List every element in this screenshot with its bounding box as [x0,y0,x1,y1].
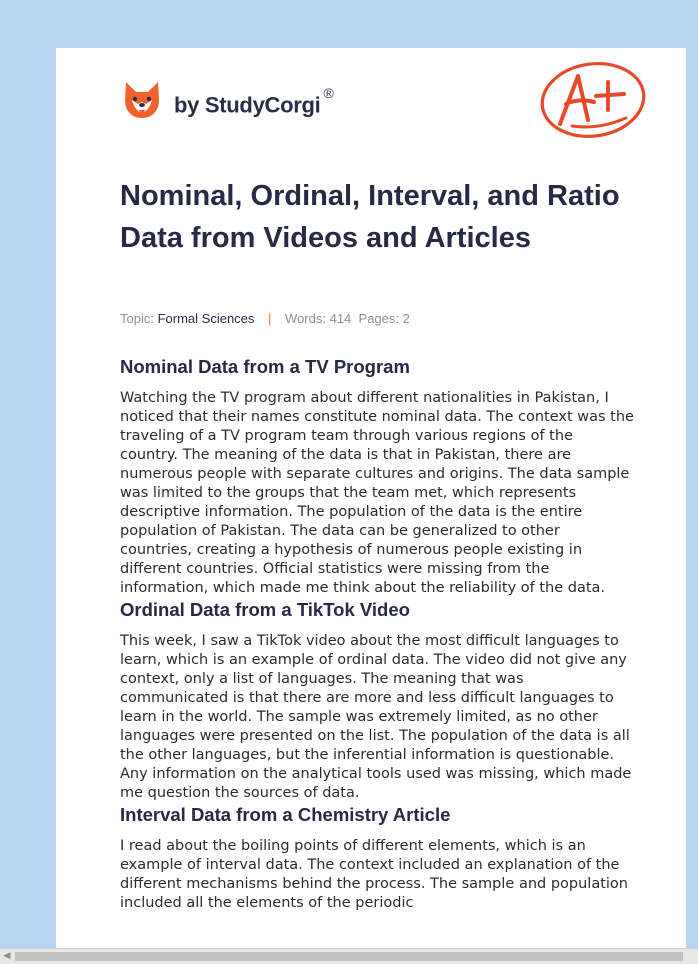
brand-name: by StudyCorgi ® [174,85,334,118]
scroll-left-arrow-icon[interactable]: ◀ [3,951,11,961]
topic-label: Topic: [120,311,154,326]
section-heading: Nominal Data from a TV Program [120,356,410,377]
section-ordinal [120,598,635,803]
scrollbar-thumb[interactable] [15,952,683,961]
page-count: Pages: 2 [358,311,410,326]
document-page [56,48,686,964]
brand-logo[interactable] [122,76,333,124]
section-heading: Ordinal Data from a TikTok Video [120,599,410,620]
section-heading: Interval Data from a Chemistry Article [120,804,451,825]
word-count: Words: 414 [285,311,352,326]
section-paragraph: Watching the TV program about different nationalities in Pakistan, I noticed that their names constitute nominal data. The context was the traveling of a TV program team through various regions of the country. The meaning of the data is that in Pakistan, there are numerous people with separate cultures and origins. The data sample was limited to the groups that the team met, which represents descriptive information. The population of the data is the entire population of Pakistan. The data can be generalized to other countries, creating a hypothesis of numerous people existing in different countries. Official statistics were missing from the information, which made me think about the reliability of the data. [120,390,634,596]
a-plus-grade-icon [538,58,648,140]
section-paragraph: This week, I saw a TikTok video about the most difficult languages to learn, which is an example of ordinal data. The video did not give any context, only a list of languages. The meaning that was communicated is that there are more and less difficult languages to learn in the world. The sample was extremely limited, as no other languages were presented on the list. The population of the data is all the other languages, but the inferential information is questionable. Any information on the analytical tools used was missing, which made me question the sources of data. [120,633,632,801]
document-body [120,355,635,913]
corgi-icon [122,78,162,122]
document-title: Nominal, Ordinal, Interval, and Ratio Data from Videos and Articles [120,180,620,254]
section-interval [120,803,635,913]
document-meta [120,311,410,326]
meta-separator: | [268,311,272,326]
section-paragraph: I read about the boiling points of different elements, which is an example of interval data. The context included an explanation of the different mechanisms behind the process. The sample and population included all the elements of the periodic [120,838,628,911]
topic-link[interactable]: Formal Sciences [157,311,255,326]
section-nominal [120,355,635,598]
horizontal-scrollbar[interactable] [0,948,698,964]
